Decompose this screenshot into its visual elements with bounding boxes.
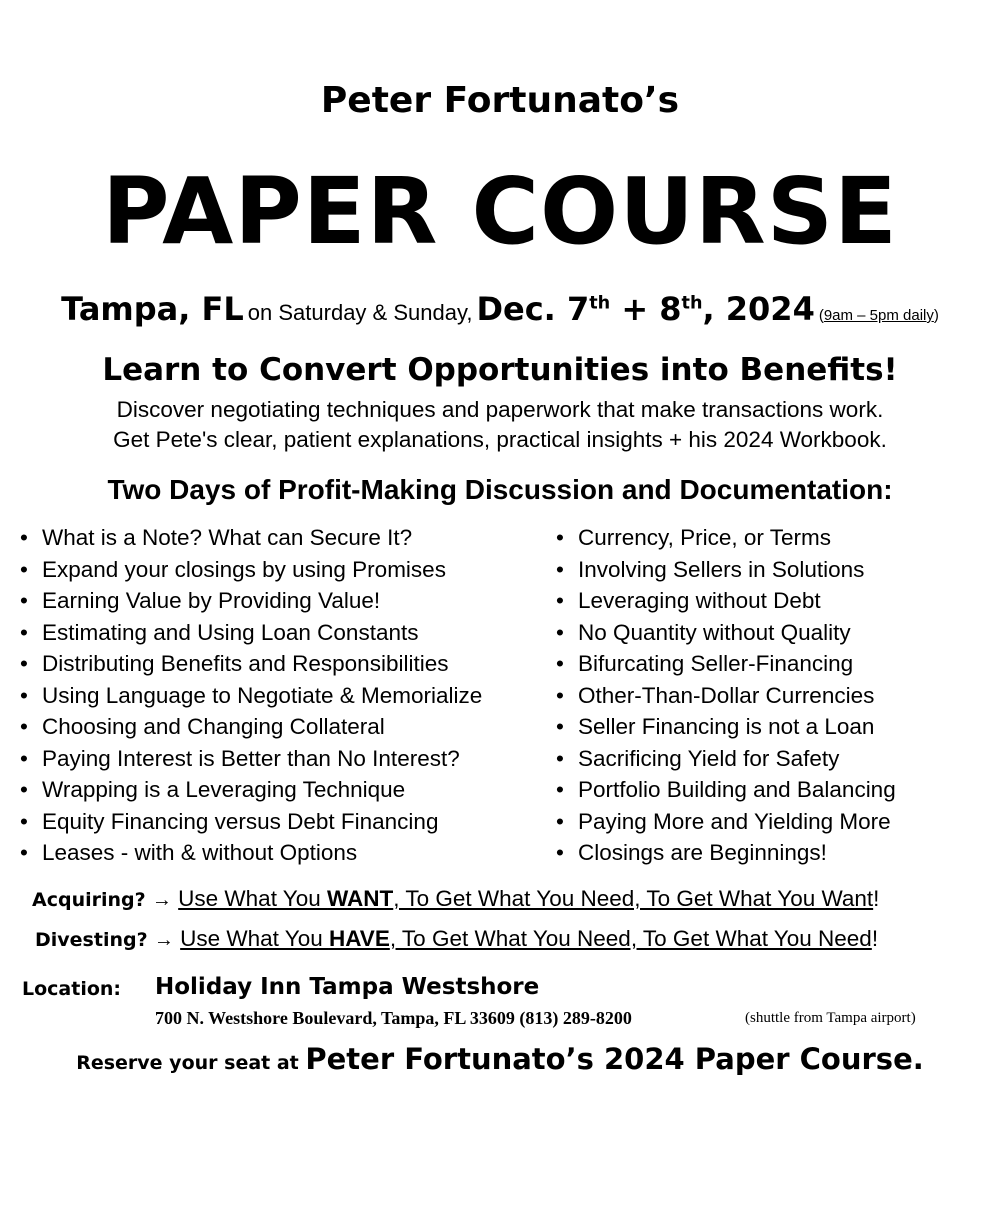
event-city: Tampa, FL bbox=[61, 290, 244, 328]
event-details bbox=[0, 290, 1000, 328]
topic-item bbox=[20, 554, 482, 586]
topic-text: Paying Interest is Better than No Interest? bbox=[42, 745, 460, 771]
topic-text: Portfolio Building and Balancing bbox=[578, 777, 896, 802]
topic-item bbox=[556, 743, 896, 775]
headline: Learn to Convert Opportunities into Benefits! bbox=[102, 352, 898, 388]
bullet-icon: • bbox=[556, 525, 564, 550]
location-label: Location: bbox=[22, 978, 122, 1000]
topic-item bbox=[20, 806, 482, 838]
bullet-icon: • bbox=[20, 714, 28, 739]
topic-item bbox=[556, 522, 896, 554]
event-date bbox=[476, 290, 814, 328]
motto-acquiring-post: , To Get What You Need, To Get What You Want bbox=[393, 886, 874, 911]
bullet-icon: • bbox=[556, 651, 564, 676]
event-hours-close: ) bbox=[933, 307, 939, 324]
topic-item bbox=[20, 837, 482, 869]
bullet-icon: • bbox=[20, 840, 28, 865]
motto-divesting-emph: HAVE bbox=[328, 926, 390, 951]
topic-item bbox=[20, 617, 482, 649]
venue-name: Holiday Inn Tampa Westshore bbox=[155, 974, 540, 1000]
bullet-icon: • bbox=[20, 619, 28, 645]
reserve-line bbox=[0, 1042, 1000, 1076]
topic-item bbox=[556, 837, 896, 869]
motto-divesting-label: Divesting? bbox=[35, 929, 148, 951]
event-date-mid: + 8 bbox=[610, 290, 682, 328]
bullet-icon: • bbox=[556, 714, 564, 739]
reserve-end: . bbox=[912, 1042, 924, 1076]
section-heading: Two Days of Profit-Making Discussion and Documentation: bbox=[107, 474, 893, 505]
bullet-icon: • bbox=[20, 682, 28, 708]
course-title: PAPER COURSE bbox=[102, 158, 898, 265]
topic-item bbox=[20, 585, 482, 617]
motto-divesting-post: , To Get What You Need, To Get What You Need bbox=[389, 926, 872, 951]
motto-divesting-end: ! bbox=[871, 926, 879, 951]
motto-divesting-pre: Use What You bbox=[180, 926, 329, 951]
reserve-course-name: Peter Fortunato’s 2024 Paper Course bbox=[305, 1042, 913, 1076]
topic-item bbox=[20, 648, 482, 680]
bullet-icon: • bbox=[556, 682, 564, 708]
motto-acquiring bbox=[32, 886, 879, 912]
topic-text: Sacrificing Yield for Safety bbox=[578, 745, 840, 771]
topic-item bbox=[556, 617, 896, 649]
motto-acquiring-text bbox=[178, 886, 873, 911]
course-subtitle: Peter Fortunato’s bbox=[320, 80, 680, 121]
event-date-prefix: Dec. 7 bbox=[476, 290, 590, 328]
topic-text: What is a Note? What can Secure It? bbox=[42, 525, 413, 550]
event-hours bbox=[819, 307, 939, 324]
topic-text: Currency, Price, or Terms bbox=[578, 525, 831, 550]
venue-note: (shuttle from Tampa airport) bbox=[745, 1010, 916, 1026]
venue-address: 700 N. Westshore Boulevard, Tampa, FL 33609 (813) 289-8200 bbox=[155, 1008, 632, 1028]
topic-text: Using Language to Negotiate & Memorialize bbox=[42, 682, 483, 708]
topic-text: Estimating and Using Loan Constants bbox=[42, 619, 419, 645]
topic-item bbox=[20, 743, 482, 775]
motto-acquiring-emph: WANT bbox=[327, 886, 394, 911]
topic-text: No Quantity without Quality bbox=[578, 619, 851, 645]
bullet-icon: • bbox=[556, 588, 564, 613]
topic-item bbox=[556, 554, 896, 586]
topic-text: Choosing and Changing Collateral bbox=[42, 714, 385, 739]
arrow-right-icon: → bbox=[151, 889, 172, 911]
event-days: on Saturday & Sunday, bbox=[247, 300, 473, 325]
bullet-icon: • bbox=[556, 745, 564, 771]
topics-left-list bbox=[20, 522, 482, 869]
arrow-right-icon: → bbox=[153, 929, 174, 951]
description-line-1: Discover negotiating techniques and paperwork that make transactions work. bbox=[116, 397, 884, 422]
event-date-sup-2: th bbox=[681, 293, 703, 314]
description-line-2: Get Pete's clear, patient explanations, practical insights + his 2024 Workbook. bbox=[113, 427, 887, 452]
topic-item bbox=[556, 648, 896, 680]
topic-item bbox=[556, 806, 896, 838]
topic-text: Involving Sellers in Solutions bbox=[578, 556, 865, 582]
topic-text: Closings are Beginnings! bbox=[578, 840, 827, 865]
topic-item bbox=[20, 680, 482, 712]
topic-text: Bifurcating Seller-Financing bbox=[578, 651, 854, 676]
event-date-suffix: , 2024 bbox=[702, 290, 815, 328]
topic-item bbox=[556, 774, 896, 806]
bullet-icon: • bbox=[20, 651, 28, 676]
topic-text: Other-Than-Dollar Currencies bbox=[578, 682, 875, 708]
topic-item bbox=[20, 711, 482, 743]
topic-item bbox=[20, 774, 482, 806]
topic-text: Paying More and Yielding More bbox=[578, 808, 891, 834]
topic-item bbox=[556, 585, 896, 617]
topic-text: Leases - with & without Options bbox=[42, 840, 358, 865]
event-hours-text: 9am – 5pm daily bbox=[823, 307, 934, 324]
bullet-icon: • bbox=[20, 588, 28, 613]
topic-item bbox=[556, 711, 896, 743]
topic-text: Leveraging without Debt bbox=[578, 588, 821, 613]
motto-acquiring-label: Acquiring? bbox=[32, 889, 146, 911]
bullet-icon: • bbox=[20, 745, 28, 771]
motto-acquiring-end: ! bbox=[873, 886, 880, 911]
bullet-icon: • bbox=[556, 840, 564, 865]
event-hours-open: ( bbox=[818, 307, 824, 324]
motto-divesting bbox=[35, 926, 878, 952]
motto-divesting-text bbox=[180, 926, 872, 951]
event-date-sup-1: th bbox=[589, 293, 611, 314]
reserve-prefix: Reserve your seat at bbox=[76, 1052, 306, 1074]
bullet-icon: • bbox=[20, 525, 28, 550]
bullet-icon: • bbox=[556, 808, 564, 834]
topic-text: Distributing Benefits and Responsibilities bbox=[42, 651, 449, 676]
topics-right-list bbox=[556, 522, 896, 869]
bullet-icon: • bbox=[556, 777, 564, 802]
bullet-icon: • bbox=[556, 619, 564, 645]
topic-text: Earning Value by Providing Value! bbox=[42, 588, 381, 613]
bullet-icon: • bbox=[20, 777, 28, 802]
topic-text: Expand your closings by using Promises bbox=[42, 556, 446, 582]
bullet-icon: • bbox=[20, 556, 28, 582]
topic-item bbox=[20, 522, 482, 554]
motto-acquiring-pre: Use What You bbox=[178, 886, 328, 911]
topic-text: Seller Financing is not a Loan bbox=[578, 714, 875, 739]
bullet-icon: • bbox=[556, 556, 564, 582]
bullet-icon: • bbox=[20, 808, 28, 834]
topic-item bbox=[556, 680, 896, 712]
topic-text: Wrapping is a Leveraging Technique bbox=[42, 777, 406, 802]
topic-text: Equity Financing versus Debt Financing bbox=[42, 808, 439, 834]
